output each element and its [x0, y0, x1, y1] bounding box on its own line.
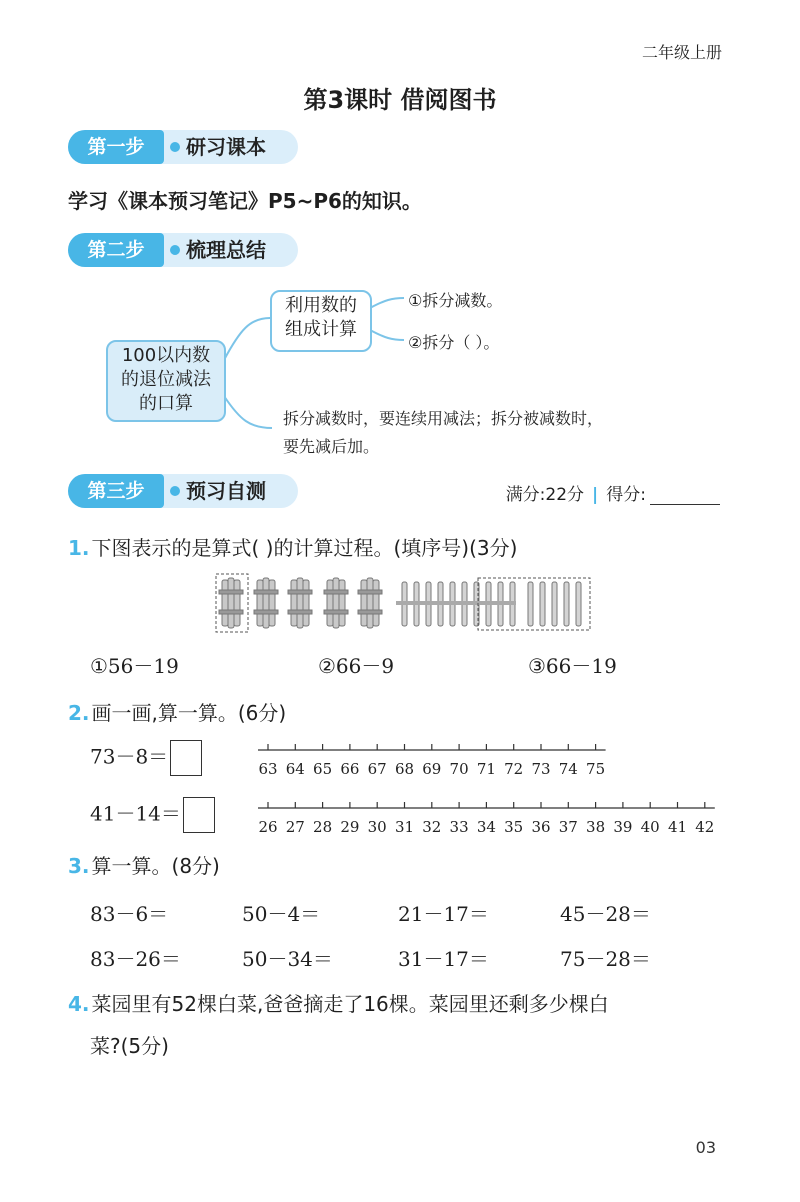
calc-item: 50－34＝	[242, 947, 333, 971]
number-line-label: 27	[285, 818, 305, 836]
bullet-dot-icon	[170, 486, 180, 496]
number-line-label: 65	[313, 760, 333, 778]
number-line-label: 35	[504, 818, 524, 836]
number-line-label: 31	[394, 818, 415, 836]
mindmap-item-split-subtrahend: ①拆分减数。	[408, 291, 503, 310]
calc-item: 83－26＝	[90, 947, 181, 971]
mindmap-item-split-blank: ②拆分（ ）。	[408, 333, 500, 352]
lesson-title: 第3课时 借阅图书	[303, 86, 497, 114]
main-node-line: 的口算	[139, 393, 193, 414]
sub-node-line: 组成计算	[285, 319, 357, 340]
number-line-label: 37	[558, 818, 578, 836]
calc-item: 45－28＝	[560, 902, 651, 926]
step-badge: 第一步	[68, 130, 164, 164]
question-1	[68, 532, 517, 561]
step-name: 预习自测	[186, 479, 266, 503]
expression-row	[90, 797, 215, 833]
calc-item: 21－17＝	[398, 902, 489, 926]
question-text: 算一算。(8分)	[91, 854, 220, 878]
main-node-line: 的退位减法	[121, 369, 211, 390]
expression-row	[90, 740, 202, 776]
stick-bundle	[324, 578, 348, 628]
number-line-label: 32	[422, 818, 442, 836]
calc-item: 75－28＝	[560, 947, 651, 971]
question-number: 4.	[68, 992, 90, 1016]
sticks-illustration	[210, 570, 600, 636]
number-line-label: 41	[667, 818, 688, 836]
choice-1[interactable]: ①56－19	[90, 654, 179, 678]
expression: 73－8＝	[90, 744, 169, 769]
number-line-label: 42	[695, 818, 715, 836]
number-line-label: 29	[340, 818, 360, 836]
question-number: 2.	[68, 701, 90, 725]
question-4-continuation: 菜?(5分)	[90, 1034, 169, 1058]
number-line-label: 40	[640, 818, 660, 836]
question-3	[68, 850, 220, 879]
stick-bundle	[358, 578, 382, 628]
stick-bundle	[288, 578, 312, 628]
number-line-1	[258, 738, 618, 788]
score-line	[506, 480, 720, 505]
number-line-label: 34	[476, 818, 496, 836]
choice-2[interactable]: ②66－9	[318, 654, 395, 678]
calc-item: 31－17＝	[398, 947, 489, 971]
number-line-label: 63	[258, 760, 278, 778]
sub-node-line: 利用数的	[285, 295, 357, 316]
number-line-label: 30	[367, 818, 387, 836]
number-line-label: 36	[531, 818, 551, 836]
number-line-label: 39	[613, 818, 633, 836]
number-line-label: 67	[367, 760, 387, 778]
mindmap-main-node	[106, 340, 226, 422]
number-line-label: 72	[504, 760, 524, 778]
number-line-label: 33	[449, 818, 469, 836]
grade-label: 二年级上册	[641, 43, 722, 62]
number-line-label: 73	[531, 760, 551, 778]
question-text: 菜园里有52棵白菜,爸爸摘走了16棵。菜园里还剩多少棵白	[91, 992, 609, 1016]
question-2	[68, 697, 286, 726]
calc-item: 83－6＝	[90, 902, 169, 926]
mindmap-note-line: 拆分减数时，要连续用减法；拆分被减数时，	[283, 409, 604, 428]
answer-box[interactable]	[183, 797, 215, 833]
score-blank[interactable]	[650, 486, 720, 505]
number-line-label: 70	[449, 760, 469, 778]
question-number: 3.	[68, 854, 90, 878]
question-text: 下图表示的是算式( )的计算过程。(填序号)(3分)	[91, 536, 518, 560]
step-name: 梳理总结	[186, 238, 266, 262]
step-badge: 第二步	[68, 233, 164, 267]
mindmap-sub-node	[270, 290, 372, 352]
number-line-label: 38	[586, 818, 606, 836]
number-line-label: 74	[558, 760, 578, 778]
number-line-label: 26	[258, 818, 278, 836]
number-line-label: 69	[422, 760, 442, 778]
step-name: 研习课本	[186, 135, 266, 159]
number-line-label: 68	[394, 760, 415, 778]
stick-bundle	[254, 578, 278, 628]
stick-bundle	[219, 578, 243, 628]
full-score: 满分:22分	[505, 485, 585, 505]
study-instruction: 学习《课本预习笔记》P5~P6的知识。	[68, 189, 422, 213]
page-number: 03	[695, 1138, 716, 1157]
number-line-label: 64	[285, 760, 305, 778]
mindmap-note-line: 要先减后加。	[283, 437, 380, 456]
obtained-score-label: 得分:	[606, 485, 646, 505]
crossing-stick	[396, 601, 516, 605]
score-separator: |	[592, 485, 599, 505]
number-line-label: 28	[313, 818, 333, 836]
calc-item: 50－4＝	[242, 902, 321, 926]
expression: 41－14＝	[90, 801, 181, 826]
number-line-label: 75	[586, 760, 606, 778]
answer-box[interactable]	[170, 740, 202, 776]
main-node-line: 100以内数	[121, 345, 211, 366]
question-text: 画一画,算一算。(6分)	[91, 701, 287, 725]
number-line-2	[258, 796, 718, 846]
number-line-label: 71	[476, 760, 496, 778]
question-4	[68, 988, 609, 1017]
step-badge: 第三步	[68, 474, 164, 508]
question-number: 1.	[68, 536, 90, 560]
choice-3[interactable]: ③66－19	[528, 654, 617, 678]
number-line-label: 66	[340, 760, 360, 778]
